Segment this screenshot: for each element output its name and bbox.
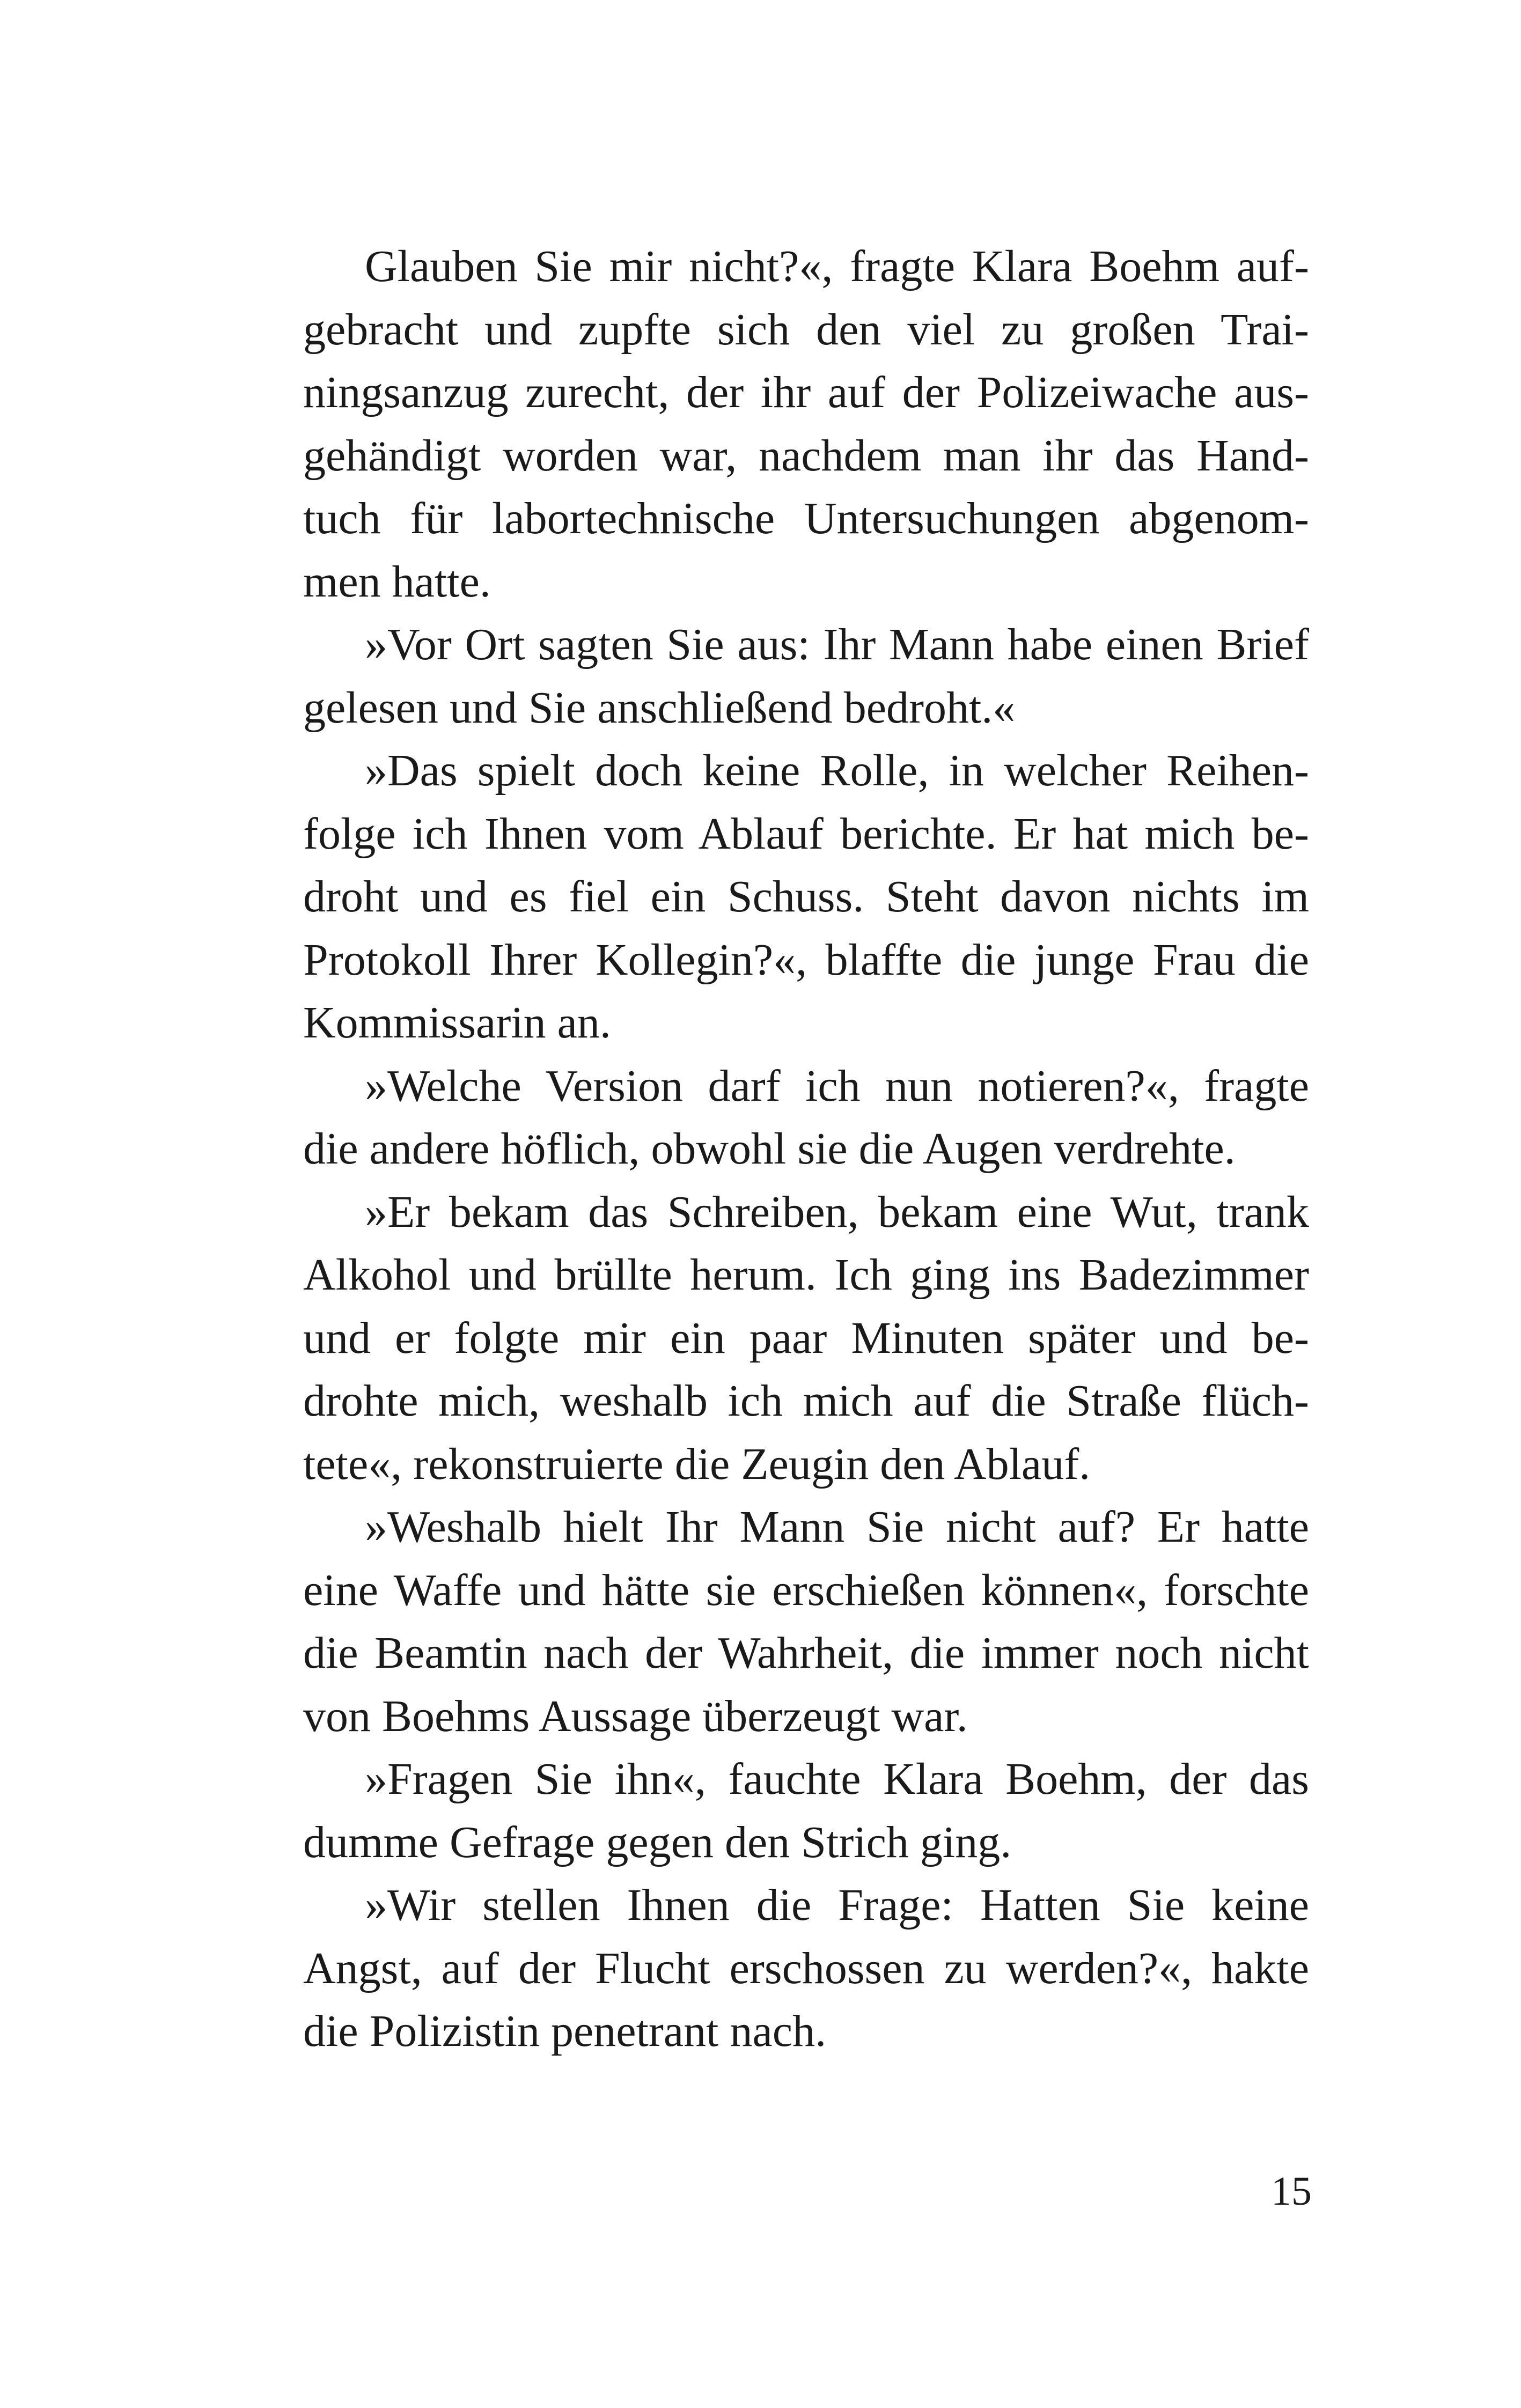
text-line: droht und es fiel ein Schuss. Steht davon nichts im bbox=[303, 872, 1309, 922]
text-line: »Weshalb hielt Ihr Mann Sie nicht auf? Er hatte bbox=[365, 1502, 1309, 1552]
text-line: »Welche Version darf ich nun notieren?«, fragte bbox=[365, 1061, 1309, 1111]
text-line: »Er bekam das Schreiben, bekam eine Wut, trank bbox=[365, 1187, 1309, 1237]
text-line: von Boehms Aussage überzeugt war. bbox=[303, 1691, 968, 1741]
text-line: und er folgte mir ein paar Minuten später und be- bbox=[303, 1313, 1309, 1363]
text-line: men hatte. bbox=[303, 556, 491, 607]
text-line: Glauben Sie mir nicht?«, fragte Klara Boehm auf- bbox=[365, 241, 1309, 291]
text-line: folge ich Ihnen vom Ablauf berichte. Er hat mich be- bbox=[303, 808, 1309, 859]
text-line: »Fragen Sie ihn«, fauchte Klara Boehm, der das bbox=[365, 1754, 1309, 1804]
text-line: drohte mich, weshalb ich mich auf die Straße flüch- bbox=[303, 1376, 1309, 1426]
text-line: die andere höflich, obwohl sie die Augen verdrehte. bbox=[303, 1124, 1236, 1174]
text-line: Alkohol und brüllte herum. Ich ging ins Badezimmer bbox=[303, 1250, 1309, 1300]
text-line: Angst, auf der Flucht erschossen zu werden?«, hakte bbox=[303, 1943, 1309, 1993]
text-line: gelesen und Sie anschließend bedroht.« bbox=[303, 682, 1016, 733]
text-line: tuch für labortechnische Untersuchungen abgenom- bbox=[303, 494, 1309, 543]
text-line: die Polizistin penetrant nach. bbox=[303, 2006, 827, 2056]
text-line: gehändigt worden war, nachdem man ihr das Hand- bbox=[303, 430, 1309, 481]
text-line: Protokoll Ihrer Kollegin?«, blaffte die junge Frau die bbox=[303, 934, 1309, 985]
text-line: »Wir stellen Ihnen die Frage: Hatten Sie keine bbox=[365, 1880, 1309, 1930]
text-line: ningsanzug zurecht, der ihr auf der Polizeiwache aus- bbox=[303, 367, 1309, 417]
text-line: »Vor Ort sagten Sie aus: Ihr Mann habe einen Brief bbox=[365, 620, 1309, 669]
page-number: 15 bbox=[1271, 2169, 1312, 2214]
text-line: Kommissarin an. bbox=[303, 998, 611, 1048]
text-line: eine Waffe und hätte sie erschießen können«, forschte bbox=[303, 1565, 1309, 1615]
text-line: »Das spielt doch keine Rolle, in welcher Reihen- bbox=[365, 746, 1309, 796]
body-text bbox=[303, 235, 1309, 2063]
text-line: die Beamtin nach der Wahrheit, die immer noch nicht bbox=[303, 1628, 1309, 1678]
text-line: gebracht und zupfte sich den viel zu großen Trai- bbox=[303, 304, 1309, 355]
text-line: tete«, rekonstruierte die Zeugin den Ablauf. bbox=[303, 1439, 1091, 1489]
text-line: dumme Gefrage gegen den Strich ging. bbox=[303, 1817, 1012, 1867]
